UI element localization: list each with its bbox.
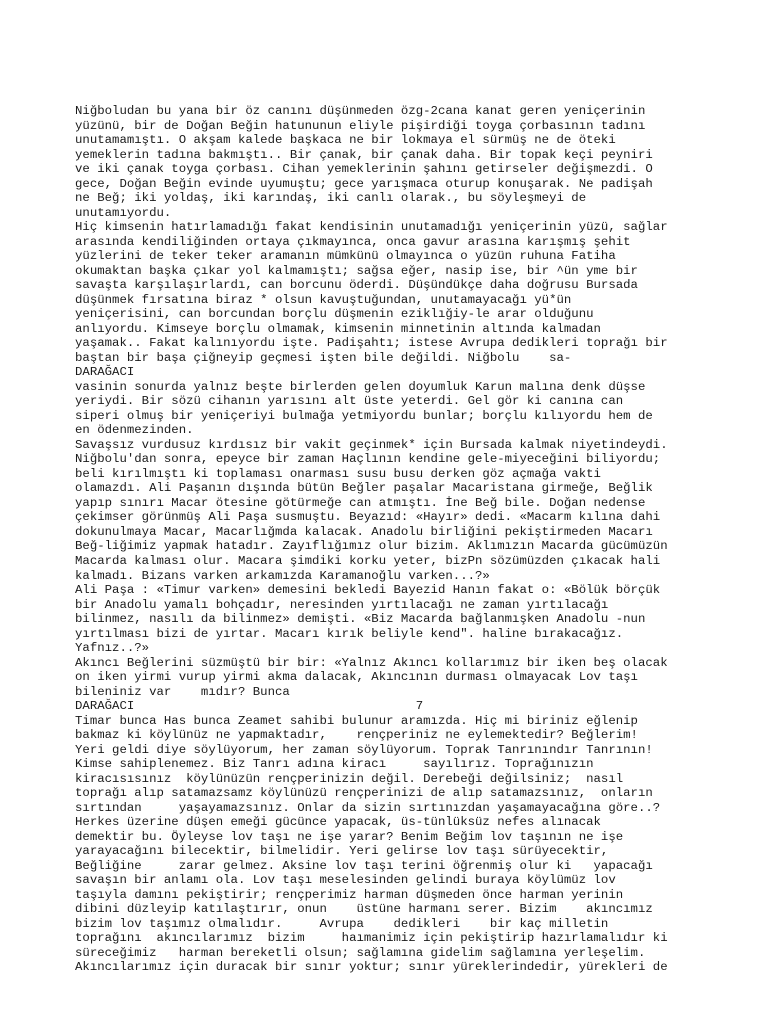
text-line: demektir bu. Öyleyse lov taşı ne işe yarar? Benim Beğim lov taşının ne işe: [75, 829, 624, 844]
text-line: Niğbolu'dan sonra, epeyce bir zaman Haçlının kendine gele-miyeceğini biliyordu;: [75, 452, 661, 467]
text-line: bir Anadolu yamalı bohçadır, neresinden yırtılacağı ne zaman yırtılacağı: [75, 597, 609, 612]
text-line: anlıyordu. Kimseye borçlu olmamak, kimsenin minnetinin altında kalmadan: [75, 321, 601, 336]
text-line: Ali Paşa : «Timur varken» demesini bekledi Bayezid Hanın fakat o: «Bölük börçük: [75, 583, 661, 598]
running-header: DARAĞACI: [75, 365, 135, 380]
text-line: yeriydi. Bir sözü cihanın yarısını alt üste yeterdi. Gel gör ki canına can: [75, 394, 624, 409]
text-line: olamazdı. Ali Paşanın dışında bütün Beğler paşalar Macaristana girmeğe, Beğlik: [75, 481, 653, 496]
text-line: beli kırılmıştı ki toplaması onarması susu busu derken göz açmağa vakti: [75, 466, 601, 481]
text-line: yeniçerisini, can borcundan borçlu düşmenin eziklığiy-le arar olduğunu: [75, 307, 594, 322]
text-line: okumaktan başka çıkar yol kalmamıştı; sağsa eğer, nasip ise, bir ^ün yme bir: [75, 263, 638, 278]
text-line: yırtılması bizi de yırtar. Macarı kırık beliyle kend". haline bırakacağız.: [75, 626, 624, 641]
text-line: kalmadı. Bizans varken arkamızda Karamanoğlu varken...?»: [75, 568, 490, 583]
text-line: yemeklerin tadına bakmıştı.. Bir çanak, bir çanak daha. Bir topak keçi peyniri: [75, 147, 653, 162]
text-line: vasinin sonurda yalnız beşte birlerden gelen doyumluk Karun malına denk düşse: [75, 379, 646, 394]
text-line: unutamamıştı. O akşam kalede başkaca ne bir lokmaya el sürmüş ne de öteki: [75, 133, 616, 148]
text-line: savaşta karşılaşırlardı, can borcunu öderdi. Düşündükçe daha doğrusu Bursada: [75, 278, 638, 293]
text-line: Herkes üzerine düşen emeği gücünce yapacak, üs-tünlüksüz nefes alınacak: [75, 815, 601, 830]
text-line: Akıncılarımız için duracak bir sınır yoktur; sınır yüreklerindedir, yürekleri de: [75, 960, 668, 975]
text-line: Niğboludan bu yana bir öz canını düşünmeden özg-2cana kanat geren yeniçerinin: [75, 104, 646, 118]
text-line: siperi olmuş bir yeniçeriyi bulmağa yetmiyordu bunlar; borçlu kılıyordu hem de: [75, 408, 653, 423]
text-line: unutamıyordu.: [75, 205, 172, 220]
text-line: arasında kendiliğinden ortaya çıkmayınca, onca gavur arasına karışmış şehit: [75, 234, 631, 249]
text-line: yüzlerini de teker teker aramanın mümkünü olmayınca o yüzün ruhuna Fatiha: [75, 249, 616, 264]
text-line: çekimser görünmüş Ali Paşa susmuştu. Beyazıd: «Hayır» dedi. «Macarm kılına dahi: [75, 510, 661, 525]
text-line: Akıncı Beğlerini süzmüştü bir bir: «Yalnız Akıncı kollarımız bir iken beş olacak: [75, 655, 668, 670]
text-line: kiracısısınız köylünüzün rençperinizin değil. Derebeği değilsiniz; nasıl: [75, 771, 624, 786]
document-body-text: [75, 104, 755, 975]
text-line: dibini düzleyip katılaştırır, onun üstüne harmanı serer. Bizim akıncımız: [75, 902, 653, 917]
text-line: yaşamak.. Fakat kalınıyordu işte. Padişahtı; istese Avrupa dedikleri toprağı bir: [75, 336, 668, 351]
running-header: DARAĞACI 7: [75, 699, 424, 714]
text-line: ve iki çanak toyga çorbası. Cihan yemeklerinin şahını getirseler değişmezdi. O: [75, 162, 653, 177]
text-line: toprağını akıncılarımız bizim haımanimiz için pekiştirip hazırlamalıdır ki: [75, 931, 668, 946]
text-line: Beğliğine zarar gelmez. Aksine lov taşı terini öğrenmiş olur ki yapacağı: [75, 858, 653, 873]
text-line: toprağı alıp satamazsamz köylünüzü rençperinizi de alıp satamazsınız, onların: [75, 786, 653, 801]
text-line: gece, Doğan Beğin evinde uyumuştu; gece yarışmaca oturup konuşarak. Ne padişah: [75, 176, 653, 191]
text-line: Macarda kalması olur. Macara şimdiki korku yeter, bizPn sözümüzden çıkacak hali: [75, 553, 661, 568]
text-line: ne Beğ; iki yoldaş, iki karındaş, iki canlı olarak., bu söyleşmeyi de: [75, 191, 587, 206]
text-line: bilinmez, nasılı da bilinmez» demişti. «Biz Macarda bağlanmışken Anadolu -nun: [75, 612, 646, 627]
text-line: en ödenmezinden.: [75, 423, 194, 438]
text-line: bizim lov taşımız olmalıdır. Avrupa dedikleri bir kaç milletin: [75, 916, 609, 931]
text-line: savaşın bir anlamı ola. Lov taşı meselesinden gelindi buraya köylümüz lov: [75, 873, 616, 888]
text-line: baştan bir başa çiğneyip geçmesi işten bile değildi. Niğbolu sa-: [75, 350, 572, 365]
text-line: yüzünü, bir de Doğan Beğin hatununun eliyle pişirdiği toyga çorbasının tadını: [75, 118, 646, 133]
text-line: bakmaz ki köylünüz ne yapmaktadır, rençperiniz ne eylemektedir? Beğlerim!: [75, 728, 638, 743]
text-line: Yeri geldi diye söylüyorum, her zaman söylüyorum. Toprak Tanrınındır Tanrının!: [75, 742, 653, 757]
text-line: dokunulmaya Macar, Macarlığmda kalacak. Anadolu birliğini pekiştirmeden Macarı: [75, 524, 653, 539]
text-line: yarayacağını bilecektir, bilmelidir. Yeri gelirse lov taşı sürüyecektir,: [75, 844, 609, 859]
text-line: süreceğimiz harman bereketli olsun; sağlamına gidelim sağlamına yerleşelim.: [75, 945, 646, 960]
text-line: Kimse sahiplenemez. Biz Tanrı adına kiracı sayılırız. Toprağınızın: [75, 757, 594, 772]
text-line: Yafnız..?»: [75, 641, 150, 656]
text-line: Beğ-liğimiz yapmak hatadır. Zayıflığımız olur bizim. Aklımızın Macarda gücümüzün: [75, 539, 668, 554]
text-line: düşünmek fırsatına biraz * olsun kavuştuğundan, unutamayacağı yü*ün: [75, 292, 572, 307]
text-line: Savaşsız vurdusuz kırdısız bir vakit geçinmek* için Bursada kalmak niyetindeydi.: [75, 437, 668, 452]
text-line: sırtından yaşayamazsınız. Onlar da sizin sırtınızdan yaşamayacağına göre..?: [75, 800, 661, 815]
text-line: yapıp sınırı Macar ötesine götürmeğe can atmıştı. İne Beğ bile. Doğan nedense: [75, 495, 646, 510]
text-line: bileniniz var mıdır? Bunca: [75, 684, 290, 699]
text-line: Timar bunca Has bunca Zeamet sahibi bulunur aramızda. Hiç mi biriniz eğlenip: [75, 713, 638, 728]
text-line: on iken yirmi vurup yirmi akma dalacak, Akıncının durması olmayacak Lov taşı: [75, 670, 638, 685]
text-line: Hiç kimsenin hatırlamadığı fakat kendisinin unutamadığı yeniçerinin yüzü, sağlar: [75, 220, 668, 235]
text-line: taşıyla damını pekiştirir; rençperimiz harman düşmeden önce harman yerinin: [75, 887, 624, 902]
